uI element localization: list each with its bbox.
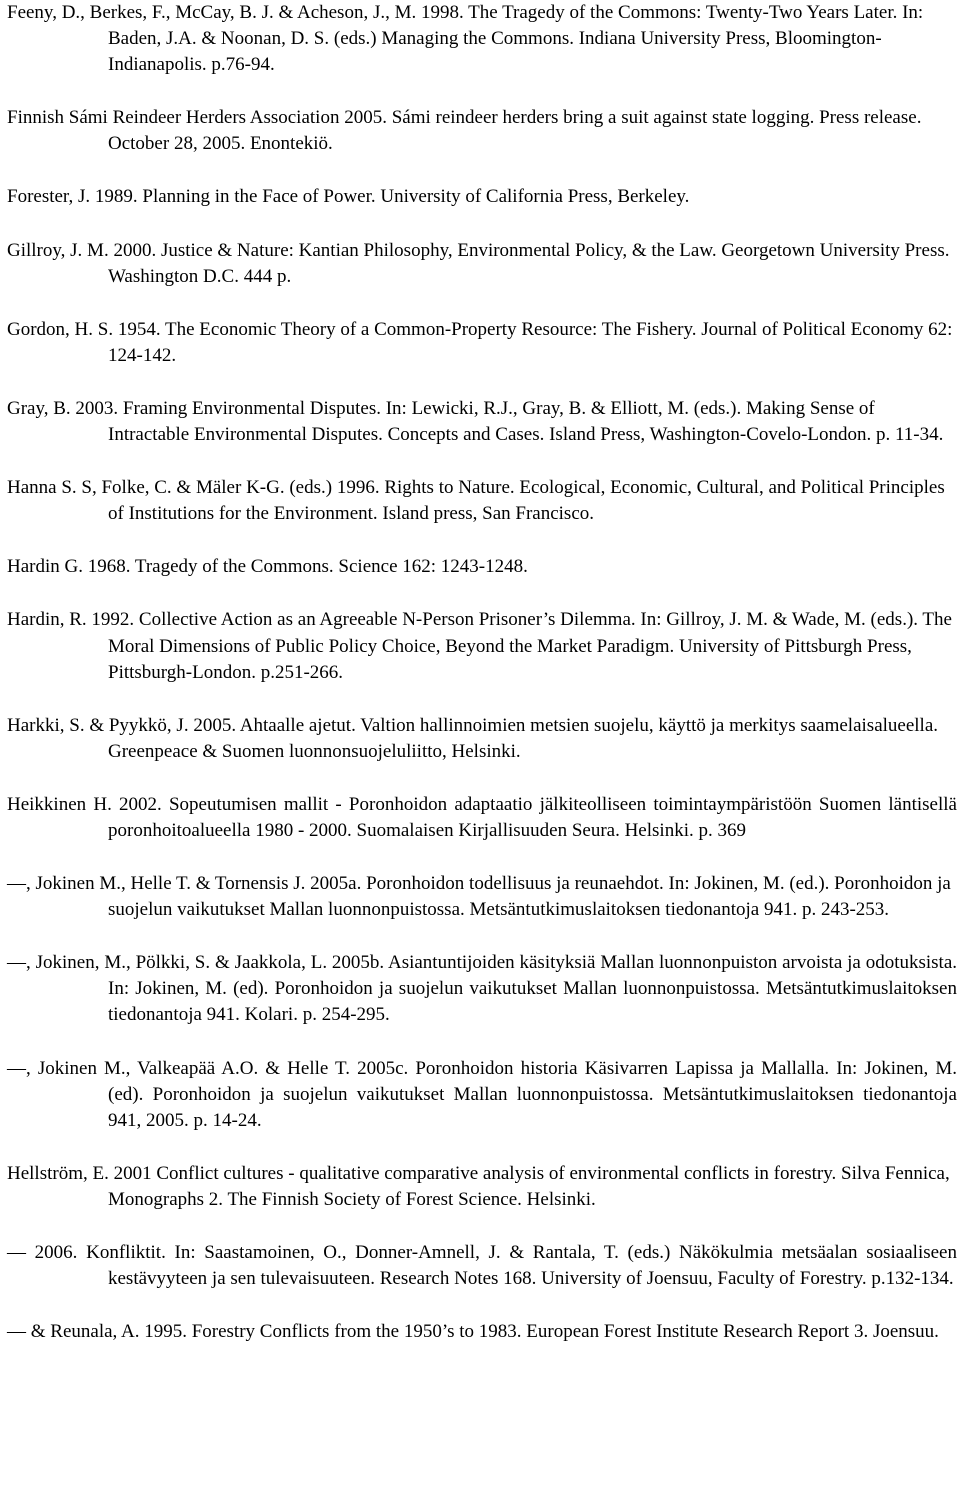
reference-entry-gordon-1954: Gordon, H. S. 1954. The Economic Theory of a Common-Property Resource: The Fishery. Journal of Political Economy 62: 124-142.	[7, 318, 953, 366]
reference-entry-harkki-2005: Harkki, S. & Pyykkö, J. 2005. Ahtaalle ajetut. Valtion hallinnoimien metsien suojelu, käyttö ja merkitys saamelaisalueella. Greenpeace & Suomen luonnonsuojeluliitto, Helsinki.	[7, 714, 939, 762]
reference-entry-hanna-1996: Hanna S. S, Folke, C. & Mäler K-G. (eds.) 1996. Rights to Nature. Ecological, Economic, Cultural, and Political Principles of Institutions for the Environment. Island press, San Francisco.	[7, 477, 945, 525]
reference-entry-feeny-1998: Feeny, D., Berkes, F., McCay, B. J. & Acheson, J., M. 1998. The Tragedy of the Commons: Twenty-Two Years Later. In: Baden, J.A. & Noonan, D. S. (eds.) Managing the Commons. Indiana University Press, Bloomington-Indianapolis. p.76-94.	[7, 2, 924, 76]
reference-entry-finnish-sami-2005: Finnish Sámi Reindeer Herders Association 2005. Sámi reindeer herders bring a suit against state logging. Press release. October 28, 2005. Enontekiö.	[7, 107, 922, 155]
reference-entry-heikkinen-2002: Heikkinen H. 2002. Sopeutumisen mallit - Poronhoidon adaptaatio jälkiteolliseen toimintaympäristöön Suomen läntisellä poronhoitoalueella 1980 - 2000. Suomalaisen Kirjallisuuden Seura. Helsinki. p. 369	[7, 793, 957, 841]
reference-entry-forester-1989: Forester, J. 1989. Planning in the Face of Power. University of California Press, Berkeley.	[7, 186, 690, 208]
reference-entry-heikkinen-2005b: —, Jokinen, M., Pölkki, S. & Jaakkola, L. 2005b. Asiantuntijoiden käsityksiä Mallan luonnonpuiston arvoista ja odotuksista. In: Jokinen, M. (ed). Poronhoidon ja suojelun vaikutukset Mallan luonnonpuistossa. Metsäntutkimuslaitoksen tiedonantoja 941. Kolari. p. 254-295.	[7, 952, 957, 1026]
reference-entry-hellstrom-2001: Hellström, E. 2001 Conflict cultures - qualitative comparative analysis of environmental conflicts in forestry. Silva Fennica, Monographs 2. The Finnish Society of Forest Science. Helsinki.	[7, 1162, 950, 1210]
reference-entry-heikkinen-2005a: —, Jokinen M., Helle T. & Tornensis J. 2005a. Poronhoidon todellisuus ja reunaehdot. In: Jokinen, M. (ed.). Poronhoidon ja suojelun vaikutukset Mallan luonnonpuistossa. Metsäntutkimuslaitoksen tiedonantoja 941. p. 243-253.	[7, 873, 951, 921]
reference-entry-hellstrom-2006: — 2006. Konfliktit. In: Saastamoinen, O., Donner-Amnell, J. & Rantala, T. (eds.) Näkökulmia metsäalan sosiaaliseen kestävyyteen ja sen tulevaisuuteen. Research Notes 168. University of Joensuu, Faculty of Forestry. p.132-134.	[7, 1242, 957, 1290]
reference-entry-gillroy-2000: Gillroy, J. M. 2000. Justice & Nature: Kantian Philosophy, Environmental Policy, & the Law. Georgetown University Press. Washington D.C. 444 p.	[7, 239, 950, 287]
reference-entry-heikkinen-2005c: —, Jokinen M., Valkeapää A.O. & Helle T. 2005c. Poronhoidon historia Käsivarren Lapissa ja Mallalla. In: Jokinen, M. (ed). Poronhoidon ja suojelun vaikutukset Mallan luonnonpuistossa. Metsäntutkimuslaitoksen tiedonantoja 941, 2005. p. 14-24.	[7, 1057, 957, 1131]
reference-entry-hardin-1992: Hardin, R. 1992. Collective Action as an Agreeable N-Person Prisoner’s Dilemma. In: Gillroy, J. M. & Wade, M. (eds.). The Moral Dimensions of Public Policy Choice, Beyond the Market Paradigm. University of Pittsburgh Press, Pittsburgh-London. p.251-266.	[7, 609, 952, 683]
reference-entry-gray-2003: Gray, B. 2003. Framing Environmental Disputes. In: Lewicki, R.J., Gray, B. & Elliott, M. (eds.). Making Sense of Intractable Environmental Disputes. Concepts and Cases. Island Press, Washington-Covelo-London. p. 11-34.	[7, 397, 944, 446]
reference-entry-hellstrom-1995: — & Reunala, A. 1995. Forestry Conflicts from the 1950’s to 1983. European Forest Institute Research Report 3. Joensuu.	[7, 1321, 939, 1343]
reference-entry-hardin-1968: Hardin G. 1968. Tragedy of the Commons. Science 162: 1243-1248.	[7, 556, 528, 578]
reference-list	[7, 0, 957, 1372]
